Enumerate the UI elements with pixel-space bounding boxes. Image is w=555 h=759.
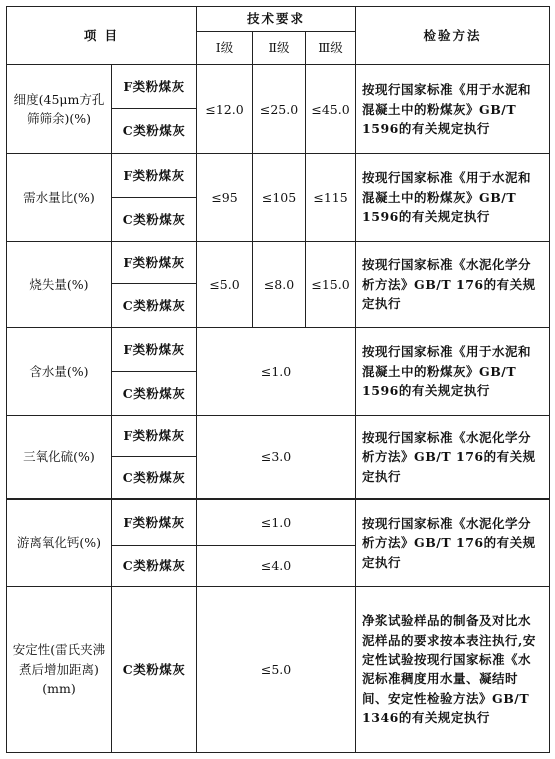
value-grade-2: ≤105 <box>253 154 306 242</box>
value-grade-1: ≤5.0 <box>197 241 253 328</box>
value-all-grades: ≤5.0 <box>197 586 356 752</box>
value-c-all-grades: ≤4.0 <box>197 546 356 587</box>
header-tech-requirements: 技术要求 <box>197 7 356 32</box>
value-grade-2: ≤8.0 <box>253 241 306 328</box>
header-grade-3: Ⅲ级 <box>306 31 356 65</box>
value-all-grades: ≤3.0 <box>197 415 356 499</box>
type-c: C类粉煤灰 <box>112 546 197 587</box>
method-loss-on-ignition: 按现行国家标准《水泥化学分析方法》GB/T 176的有关规定执行 <box>356 241 550 328</box>
type-f: F类粉煤灰 <box>112 241 197 284</box>
type-f: F类粉煤灰 <box>112 65 197 109</box>
item-soundness: 安定性(雷氏夹沸煮后增加距离)(mm) <box>7 586 112 752</box>
type-f: F类粉煤灰 <box>112 499 197 546</box>
value-grade-1: ≤12.0 <box>197 65 253 154</box>
header-test-method: 检验方法 <box>356 7 550 65</box>
item-fineness: 细度(45μm方孔筛筛余)(%) <box>7 65 112 154</box>
value-grade-2: ≤25.0 <box>253 65 306 154</box>
value-f-all-grades: ≤1.0 <box>197 499 356 546</box>
item-sulfur-trioxide: 三氧化硫(%) <box>7 415 112 499</box>
type-c: C类粉煤灰 <box>112 456 197 499</box>
type-f: F类粉煤灰 <box>112 154 197 198</box>
header-grade-2: Ⅱ级 <box>253 31 306 65</box>
header-item: 项 目 <box>7 7 197 65</box>
type-c: C类粉煤灰 <box>112 109 197 154</box>
type-c: C类粉煤灰 <box>112 586 197 752</box>
value-grade-3: ≤45.0 <box>306 65 356 154</box>
method-moisture: 按现行国家标准《用于水泥和混凝土中的粉煤灰》GB/T 1596的有关规定执行 <box>356 328 550 416</box>
item-free-calcium-oxide: 游离氧化钙(%) <box>7 499 112 587</box>
method-water-demand: 按现行国家标准《用于水泥和混凝土中的粉煤灰》GB/T 1596的有关规定执行 <box>356 154 550 242</box>
type-c: C类粉煤灰 <box>112 284 197 328</box>
item-water-demand: 需水量比(%) <box>7 154 112 242</box>
type-f: F类粉煤灰 <box>112 328 197 372</box>
value-grade-1: ≤95 <box>197 154 253 242</box>
value-grade-3: ≤115 <box>306 154 356 242</box>
value-grade-3: ≤15.0 <box>306 241 356 328</box>
method-soundness: 净浆试验样品的制备及对比水泥样品的要求按本表注执行,安定性试验按现行国家标准《水泥标准稠度用水量、凝结时间、安定性检验方法》GB/T 1346的有关规定执行 <box>356 586 550 752</box>
item-moisture: 含水量(%) <box>7 328 112 416</box>
type-f: F类粉煤灰 <box>112 415 197 456</box>
header-grade-1: Ⅰ级 <box>197 31 253 65</box>
fly-ash-spec-table <box>6 6 550 753</box>
type-c: C类粉煤灰 <box>112 197 197 241</box>
method-sulfur-trioxide: 按现行国家标准《水泥化学分析方法》GB/T 176的有关规定执行 <box>356 415 550 499</box>
method-fineness: 按现行国家标准《用于水泥和混凝土中的粉煤灰》GB/T 1596的有关规定执行 <box>356 65 550 154</box>
method-free-calcium-oxide: 按现行国家标准《水泥化学分析方法》GB/T 176的有关规定执行 <box>356 499 550 587</box>
item-loss-on-ignition: 烧失量(%) <box>7 241 112 328</box>
type-c: C类粉煤灰 <box>112 372 197 416</box>
value-all-grades: ≤1.0 <box>197 328 356 416</box>
